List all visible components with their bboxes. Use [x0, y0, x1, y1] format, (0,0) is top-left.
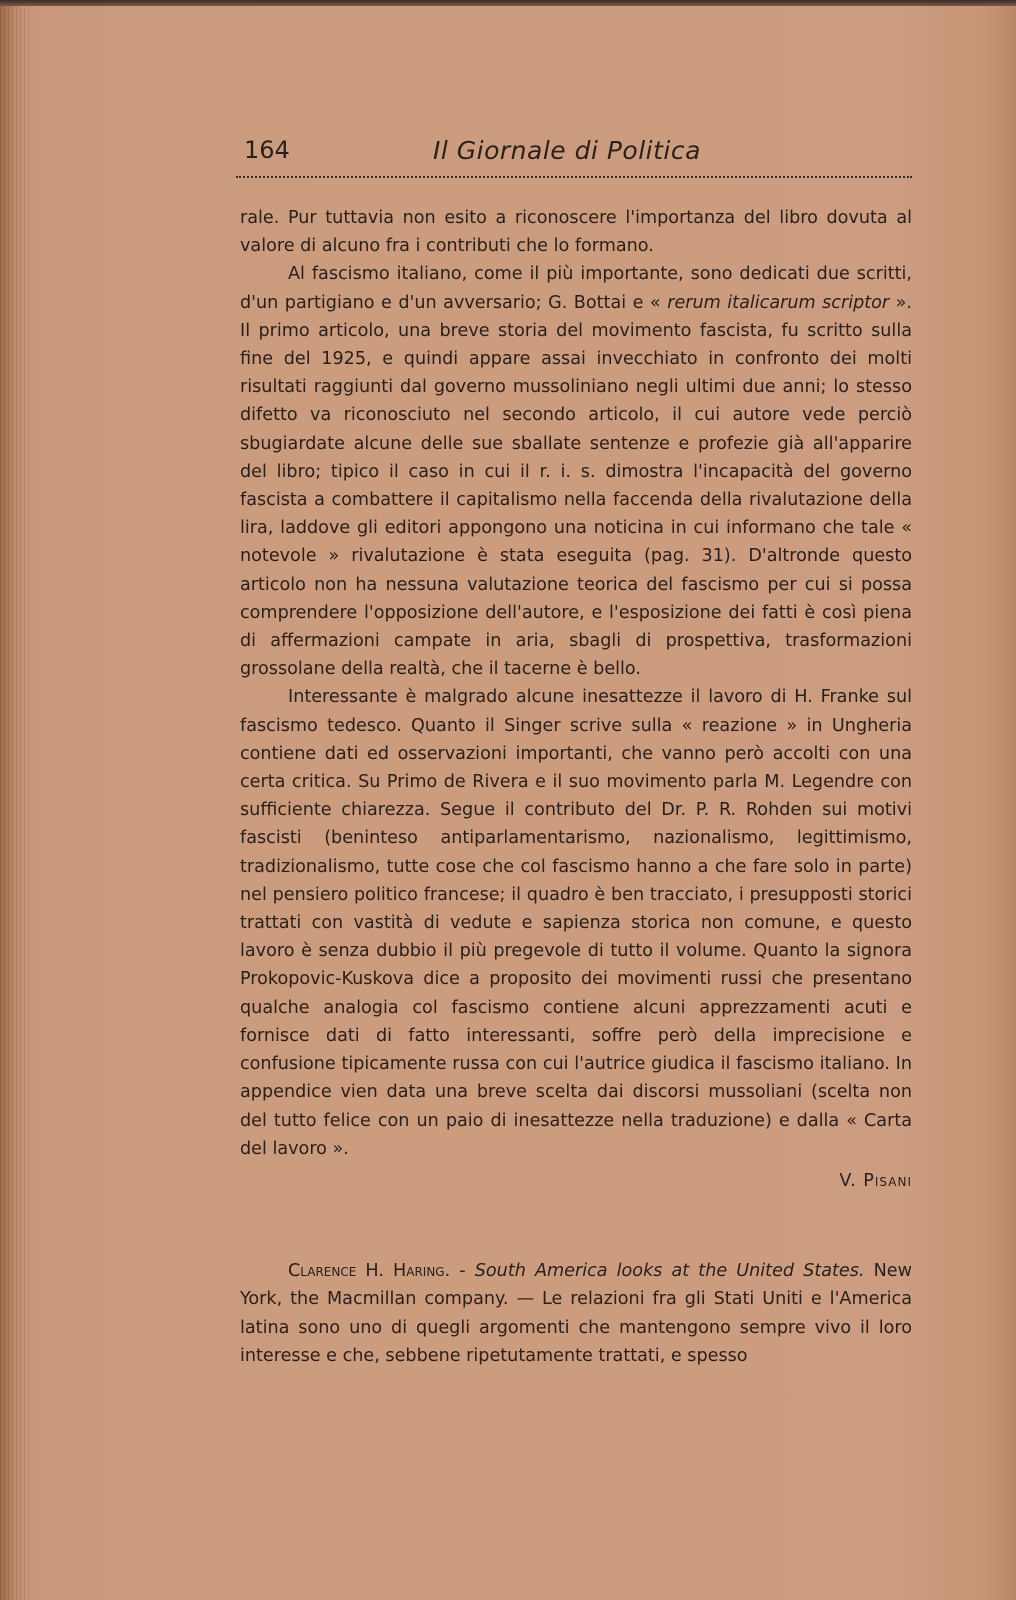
- review-2-book-title: South America looks at the United States.: [474, 1261, 865, 1282]
- review-2-author: Clarence H. Haring.: [288, 1261, 451, 1282]
- page-binding-edge: [0, 0, 30, 1600]
- paragraph-2-italic: rerum italicarum scriptor: [667, 292, 890, 313]
- review-2-text: New York, the Macmillan company. — Le relazioni fra gli Stati Uniti e l'America latina sono uno di quegli argomenti che mantengono sempre vivo il loro interesse e che, sebbene ripetutamente trattati, e spesso: [240, 1261, 912, 1366]
- review-2-paragraph: [240, 1257, 912, 1370]
- review-2-separator: -: [450, 1261, 475, 1282]
- page-number: 164: [244, 136, 290, 164]
- paragraph-3: Interessante è malgrado alcune inesattezze il lavoro di H. Franke sul fascismo tedesco. Quanto il Singer scrive sulla « reazione » in Ungheria contiene dati ed osservazioni importanti, che vanno però accolti con una certa critica. Su Primo de Rivera e il suo movimento parla M. Legendre con sufficiente chiarezza. Segue il contributo del Dr. P. R. Rohden sui motivi fascisti (beninteso antiparlamentarismo, nazionalismo, legittimismo, tradizionalismo, tutte cose che col fascismo hanno a che fare solo in parte) nel pensiero politico francese; il quadro è ben tracciato, i presupposti storici trattati con vastità di vedute e sapienza storica non comune, e questo lavoro è senza dubbio il più pregevole di tutto il volume. Quanto la signora Prokopovic-Kuskova dice a proposito dei movimenti russi che presentano qualche analogia col fascismo contiene alcuni apprezzamenti acuti e fornisce dati di fatto interessanti, soffre però della imprecisione e confusione tipicamente russa con cui l'autrice giudica il fascismo italiano. In appendice vien data una breve scelta dai discorsi mussoliani (scelta non del tutto felice con un paio di inesattezze nella traduzione) e dalla « Carta del lavoro ».: [240, 687, 912, 1159]
- scan-top-edge: [0, 0, 1016, 6]
- paragraph-2: [240, 260, 912, 683]
- paragraph-2-part-b: ». Il primo articolo, una breve storia del movimento fascista, fu scritto sulla fine del 1925, e quindi appare assai invecchiato in confronto dei molti risultati raggiunti dal governo mussoliniano negli ultimi due anni; lo stesso difetto va riconosciuto nel secondo articolo, il cui autore vede perciò sbugiardate alcune delle sue sballate sentenze e profezie già all'apparire del libro; tipico il caso in cui il r. i. s. dimostra l'incapacità del governo fascista a combattere il capitalismo nella faccenda della rivalutazione della lira, laddove gli editori appongono una noticina in cui informano che tale « notevole » rivalutazione è stata eseguita (pag. 31). D'altronde questo articolo non ha nessuna valutazione teorica del fascismo per cui si possa comprendere l'opposizione dell'autore, e l'esposizione dei fatti è così piena di affermazioni campate in aria, sbagli di prospettiva, trasformazioni grossolane della realtà, che il tacerne è bello.: [240, 292, 913, 680]
- review-signature: V. Pisani: [839, 1170, 912, 1191]
- running-title: Il Giornale di Politica: [433, 136, 701, 165]
- paragraph-2-part-a: Al fascismo italiano, come il più importante, sono dedicati due scritti, d'un partigiano e d'un avversario; G. Bottai e «: [240, 264, 912, 313]
- page-header: [240, 130, 912, 170]
- article-body: [240, 204, 912, 1370]
- paragraph-1: rale. Pur tuttavia non esito a riconoscere l'importanza del libro dovuta al valore di alcuno fra i contributi che lo formano.: [240, 208, 912, 257]
- header-rule: [236, 176, 912, 178]
